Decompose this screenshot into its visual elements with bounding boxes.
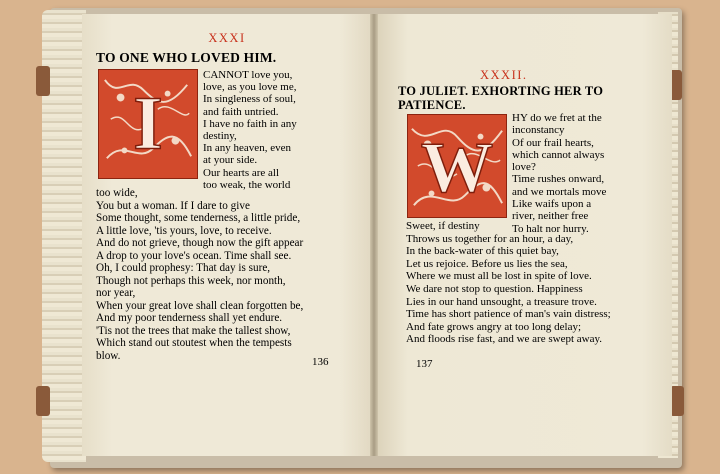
verse-line: A little love, 'tis yours, love, to receive. [96,224,272,237]
verse-line: 'Tis not the trees that make the tallest show, [96,324,291,337]
verse-line: And do not grieve, though now the gift appear [96,237,304,249]
verse-line: destiny, [203,130,237,143]
verse-line: In the back-water of this quiet bay, [406,245,559,258]
verse-line: love, as you love me, [203,81,297,94]
verse-line: inconstancy [512,124,565,137]
decorated-initial-w [407,114,507,218]
verse-line: When your great love shall clean forgotten be, [96,299,304,312]
left-page-text [92,32,322,362]
verse-line: and faith untried. [203,105,279,118]
chapter-number: XXXII. [480,68,528,82]
verse-line: I have no faith in any [203,117,297,130]
beside-initial-lines [512,112,624,235]
verse-line: Throws us together for an hour, a day, [406,232,574,245]
verse-line: Though not perhaps this week, nor month, [96,274,286,287]
verse-line: blow. [96,349,121,362]
verse-line: Lies in our hand unsought, a treasure trove. [406,295,597,308]
verse-line: To halt nor hurry. [512,222,589,235]
verse-line: Time has short patience of man's vain distress; [406,308,611,321]
initial-letter: W [420,126,494,208]
verse-line: And my poor tenderness shall yet endure. [96,312,283,324]
verse-line: too weak, the world [203,178,291,191]
verse-line: We dare not stop to question. Happiness [406,282,583,295]
ribbon-tie-left-top [36,66,50,96]
verse-line: too wide, [96,187,138,199]
verse-line: Which stand out stoutest when the tempests [96,337,292,349]
verse-line: Time rushes onward, [512,173,605,186]
page-number-left: 136 [312,356,329,368]
ribbon-tie-left-bottom [36,386,50,416]
verse-line: love? [512,161,536,174]
verse-line: Of our frail hearts, [512,136,594,149]
initial-section [407,114,507,218]
ornament-icon [408,115,506,217]
verse-line: And floods rise fast, and we are swept away. [406,333,603,346]
poem-title-line: PATIENCE. [398,98,466,112]
verse-line: In any heaven, even [203,142,291,155]
verse-line: Some thought, some tenderness, a little pride, [96,212,301,224]
initial-letter: I [133,80,163,166]
initial-section [92,67,322,191]
decorated-initial-i [98,69,198,179]
poem-title: TO ONE WHO LOVED HIM. [96,49,277,65]
verse-line: In singleness of soul, [203,93,296,106]
book-gutter [370,14,378,456]
verse-line: Oh, I could prophesy: That day is sure, [96,262,271,274]
verse-line: river, neither free [512,210,589,223]
verse-line: CANNOT love you, [203,69,293,81]
ornament-icon [99,70,197,178]
ribbon-tie-right-bottom [670,386,684,416]
chapter-number: XXXI [208,31,246,45]
verse-line: which cannot always [512,148,605,161]
poem-title [398,84,608,112]
verse-line: Sweet, if destiny [406,220,480,232]
verse-line: and we mortals move [512,185,607,198]
verse-line: And fate grows angry at too long delay; [406,320,582,333]
page-number-right: 137 [416,358,433,370]
verse-line: Let us rejoice. Before us lies the sea, [406,257,568,270]
verse-line: You but a woman. If I dare to give [96,199,250,212]
beside-initial-lines [203,69,321,191]
verse-line: Our hearts are all [203,166,280,179]
poem-body [96,187,322,362]
verse-line: A drop to your love's ocean. Time shall see. [96,249,292,262]
verse-line: HY do we fret at the [512,112,602,124]
verse-line: Like waifs upon a [512,198,592,211]
poem-title-line: TO JULIET. EXHORTING HER TO [398,84,604,98]
verse-line: nor year, [96,287,136,299]
poem-body [406,220,626,346]
verse-line: Where we must all be lost in spite of love. [406,270,592,283]
verse-line: at your side. [203,154,258,167]
